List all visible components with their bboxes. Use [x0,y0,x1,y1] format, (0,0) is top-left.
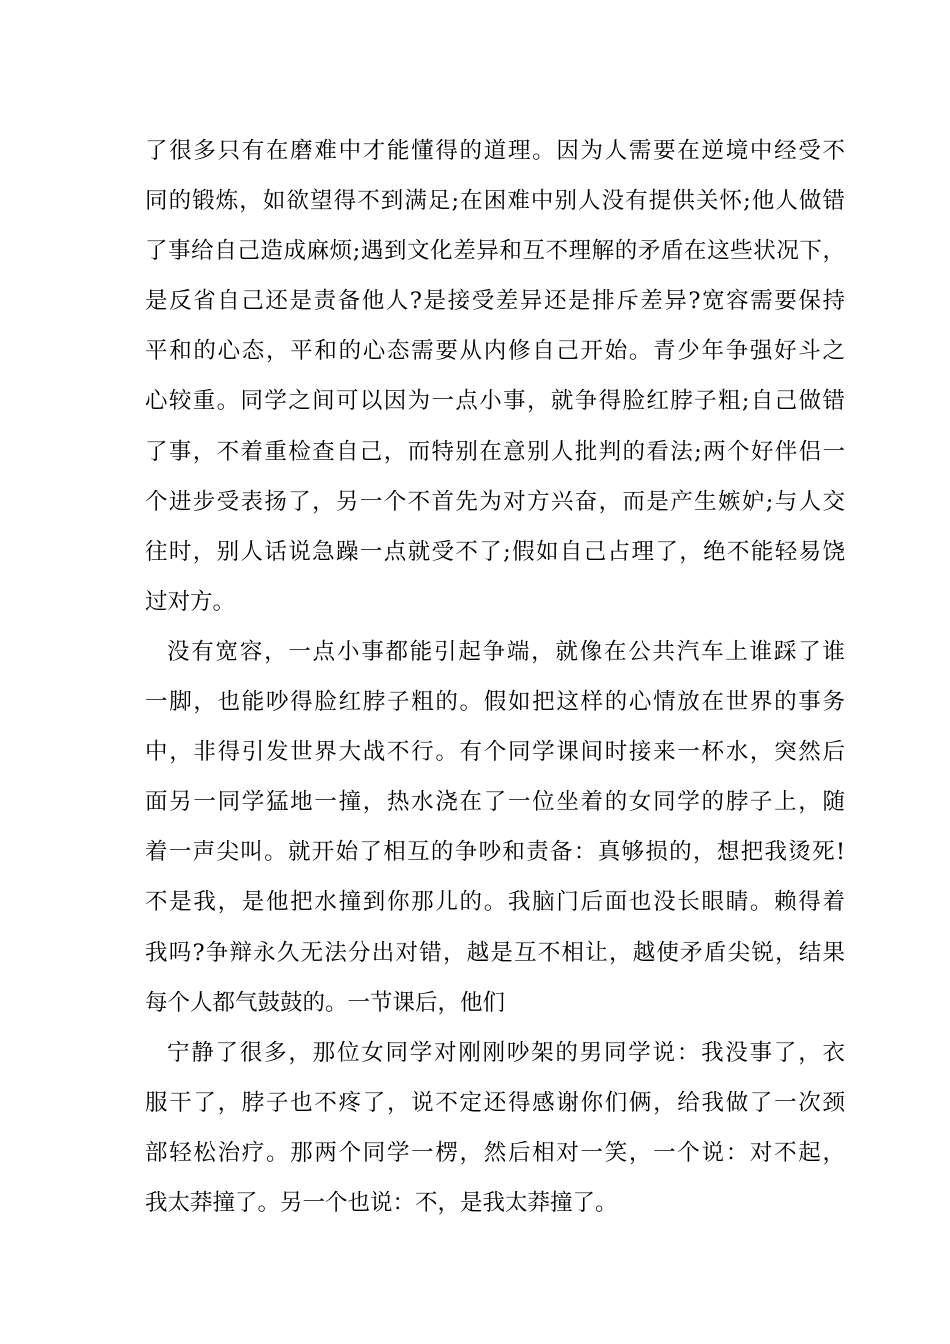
text-line: 了事，不着重检查自己，而特别在意别人批判的看法;两个好伴侣一 [145,438,845,465]
paragraph-first-line: 没有宽容，一点小事都能引起争端，就像在公共汽车上谁踩了谁 [167,638,845,665]
text-line: 是反省自己还是责备他人?是接受差异还是排斥差异?宽容需要保持 [145,288,845,315]
text-line: 着一声尖叫。就开始了相互的争吵和责备：真够损的，想把我烫死! [145,839,845,866]
text-line: 平和的心态，平和的心态需要从内修自己开始。青少年争强好斗之 [145,338,845,365]
text-line: 我太莽撞了。另一个也说：不，是我太莽撞了。 [145,1189,618,1216]
text-line: 了很多只有在磨难中才能懂得的道理。因为人需要在逆境中经受不 [145,138,845,164]
text-line: 中，非得引发世界大战不行。有个同学课间时接来一杯水，突然后 [145,739,845,766]
text-line: 面另一同学猛地一撞，热水浇在了一位坐着的女同学的脖子上，随 [145,789,845,816]
text-line: 不是我，是他把水撞到你那儿的。我脑门后面也没长眼睛。赖得着 [145,889,845,916]
text-line: 心较重。同学之间可以因为一点小事，就争得脸红脖子粗;自己做错 [145,388,845,415]
text-line: 了事给自己造成麻烦;遇到文化差异和互不理解的矛盾在这些状况下， [145,238,845,265]
text-line: 一脚，也能吵得脸红脖子粗的。假如把这样的心情放在世界的事务 [145,689,845,716]
text-line: 每个人都气鼓鼓的。一节课后，他们 [145,989,506,1016]
text-line: 往时，别人话说急躁一点就受不了;假如自己占理了，绝不能轻易饶 [145,538,845,565]
text-line: 服干了，脖子也不疼了，说不定还得感谢你们俩，给我做了一次颈 [145,1089,845,1116]
text-line: 过对方。 [145,588,236,615]
body-text [145,126,845,1228]
text-line: 部轻松治疗。那两个同学一楞，然后相对一笑，一个说：对不起， [145,1139,845,1166]
text-line: 个进步受表扬了，另一个不首先为对方兴奋，而是产生嫉妒;与人交 [145,488,845,515]
text-line: 我吗?争辩永久无法分出对错，越是互不相让，越使矛盾尖锐，结果 [145,939,845,966]
text-line: 同的锻炼，如欲望得不到满足;在困难中别人没有提供关怀;他人做错 [145,188,845,215]
paragraph-first-line: 宁静了很多，那位女同学对刚刚吵架的男同学说：我没事了，衣 [167,1039,845,1066]
